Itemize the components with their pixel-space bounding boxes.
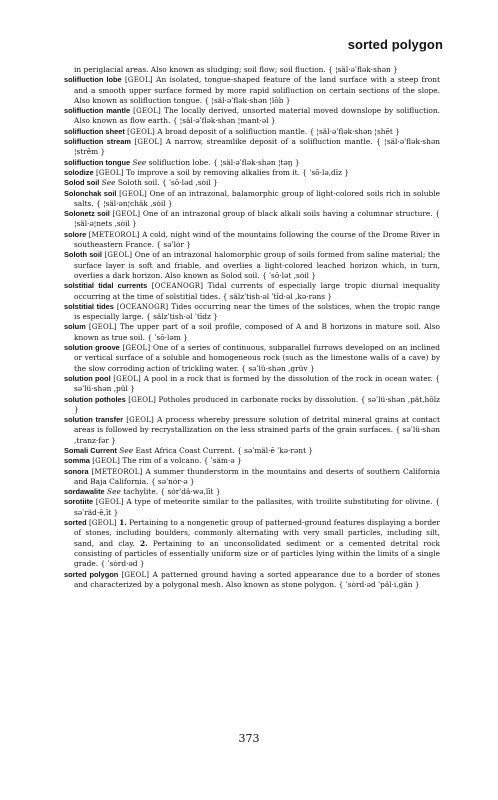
definition: Soloth soil. { ˈsō·ləd ,sȯil } <box>117 178 218 188</box>
definition: A cold, night wind of the mountains following the course of the Drome River in southeastern France. { səˈlȯr } <box>74 229 440 250</box>
entry <box>64 343 440 374</box>
entry <box>64 127 440 137</box>
definition: The locally derived, unsorted material moved downslope by solifluction. Also known as flow earth. { ¦säl·əˈflək·shən ¦mant·əl } <box>74 106 440 126</box>
headword: solution groove <box>64 343 120 353</box>
entry <box>64 137 440 158</box>
see-reference: See <box>132 157 147 167</box>
definition: East Africa Coast Current. { səˈmäl·ē ˈkə·rənt } <box>135 445 314 455</box>
headword: solifluction sheet <box>64 126 125 136</box>
entry <box>64 467 440 488</box>
definition: A broad deposit of a solifluction mantle. { ¦säl·əˈflək·shən ¦shēt } <box>157 126 400 136</box>
entry <box>64 497 440 518</box>
headword: solifluction tongue <box>64 157 131 167</box>
definition: A narrow, streamlike deposit of a solifluction mantle. { ¦säl·əˈflək·shən ¦strēm } <box>74 137 440 157</box>
subject-label: [GEOL] <box>128 395 157 404</box>
entry <box>64 322 440 343</box>
dictionary-entries <box>64 65 440 590</box>
subject-label: [GEOL] <box>125 76 153 85</box>
definition: One of a series of continuous, subparallel furrows developed on an inclined or vertical surface of a soluble and homogeneous rock (such as the limestone walls of a cave) by the slow corroding action of trickling water. { səˈlü·shən ,grüv } <box>74 343 440 373</box>
headword: solifluction lobe <box>64 75 122 85</box>
entry <box>64 209 440 230</box>
headword: solution pool <box>64 373 111 383</box>
definition: A patterned ground having a sorted appearance due to a border of stones and characterized by a polygonal mesh. Also known as stone polygon. { ˈsȯrd·əd ˈpäl·i,gän } <box>74 569 440 589</box>
subject-label: [GEOL] <box>88 519 117 528</box>
entry <box>64 446 440 456</box>
entry <box>64 570 440 591</box>
entry <box>64 456 440 466</box>
entry <box>64 518 440 569</box>
definition: A summer thunderstorm in the mountains and deserts of southern California and Baja California. { səˈnȯr·ə } <box>74 466 440 486</box>
headword: solution transfer <box>64 415 124 425</box>
subject-label: [GEOL] <box>133 107 161 116</box>
headword: Somali Current <box>64 445 117 455</box>
headword: sorted polygon <box>64 569 119 579</box>
definition: tachylite. { sȯrˈdä·wə,līt } <box>123 487 221 497</box>
subject-label: [OCEANOGR] <box>151 282 204 291</box>
entry <box>64 374 440 395</box>
subject-label: [GEOL] <box>113 374 141 383</box>
headword: Soloth soil <box>64 250 102 260</box>
entry <box>64 302 440 323</box>
definition: A pool in a rock that is formed by the dissolution of the rock in ocean water. { səˈlü·shən ,pül } <box>74 373 440 394</box>
headword: solodize <box>64 167 94 177</box>
definition: A type of meteorite similar to the pallasites, with troilite substituting for olivine. { səˈräd·ē,īt } <box>74 497 440 517</box>
headword: solstitial tidal currents <box>64 281 148 291</box>
headword: Solonetz soil <box>64 209 110 219</box>
headword: sordawalite <box>64 487 105 497</box>
subject-label: [GEOL] <box>126 416 154 425</box>
entry <box>64 415 440 446</box>
subject-label: [GEOL] <box>104 251 133 260</box>
definition: One of an intrazonal, balamorphic group of light-colored soils rich in soluble salts. { ¦säl·ən¦chäk ,sȯil } <box>74 188 440 208</box>
headword: solifluction stream <box>64 137 131 147</box>
subject-label: [GEOL] <box>112 210 141 219</box>
entry <box>64 250 440 281</box>
definition: in periglacial areas. Also known as sludging; soil flow; soil fluction. { ¦säl·əˈflək·shən } <box>74 65 398 74</box>
subject-label: [GEOL] <box>88 323 117 332</box>
entry <box>64 106 440 127</box>
definition: Tides occurring near the times of the solstices, when the tropic range is especially large. { sälzˈtish·əl ˈtīdz } <box>74 301 440 322</box>
headword: solum <box>64 322 86 332</box>
entry <box>64 168 440 178</box>
headword: solore <box>64 229 87 239</box>
headword: sorotiite <box>64 497 94 507</box>
definition: Tidal currents of especially large tropic diurnal inequality occurring at the time of solstitial tides. { sälzˈtish·əl ˈtīd·əl ,kə·rəns } <box>74 281 440 301</box>
sense-number: 2. <box>139 538 148 548</box>
entry <box>64 487 440 497</box>
definition: To improve a soil by removing alkalies from it. { ˈsō·lə,dīz } <box>126 167 350 177</box>
page-number: 373 <box>238 732 260 745</box>
subject-label: [GEOL] <box>95 498 124 507</box>
headword: Solonchak soil <box>64 188 117 198</box>
entry <box>64 178 440 188</box>
subject-label: [GEOL] <box>119 189 147 198</box>
definition: Potholes produced in carbonate rocks by dissolution. { səˈlü·shən ,pät,hōlz } <box>74 394 441 414</box>
subject-label: [GEOL] <box>121 570 150 579</box>
headword: solifluction mantle <box>64 106 131 116</box>
headword: solution potholes <box>64 394 126 404</box>
entry <box>64 395 440 416</box>
see-reference: See <box>119 445 134 455</box>
definition: Pertaining to a nongenetic group of patterned-ground features displaying a border of stones, including boulders, commonly alternating with very small particles, including silt, sand, and clay. <box>74 518 440 548</box>
entry <box>64 230 440 251</box>
definition: Pertaining to an unconsolidated sediment or a cemented detrital rock consisting of particles of essentially uniform size or of particles lying within the limits of a single grade. { ˈsȯrd·əd } <box>74 538 440 569</box>
headword: sorted <box>64 518 87 528</box>
running-head: sorted polygon <box>347 37 443 52</box>
entry-continuation <box>64 65 440 75</box>
definition: An isolated, tongue-shaped feature of the land surface with a steep front and a smooth upper surface formed by more rapid solifluction on certain sections of the slope. Also known as solifluction tongue. { ¦säl·əˈflək·shən ¦lōb } <box>74 75 440 105</box>
definition: A process whereby pressure solution of detrital mineral grains at contact areas is followed by recrystallization on the less strained parts of the grain surfaces. { səˈlü·shən ,tranz·fər } <box>74 415 440 445</box>
definition: The upper part of a soil profile, composed of A and B horizons in mature soil. Also known as true soil. { ˈsō·ləm } <box>74 322 440 342</box>
entry <box>64 75 440 106</box>
headword: sonora <box>64 466 89 476</box>
definition: The rim of a volcano. { ˈsäm·ə } <box>122 456 242 466</box>
definition: solifluction lobe. { ¦säl·əˈflək·shən ¦təŋ } <box>148 157 300 167</box>
subject-label: [GEOL] <box>127 127 155 136</box>
headword: Solod soil <box>64 178 100 188</box>
subject-label: [GEOL] <box>95 168 124 177</box>
definition: One of an intrazonal halomorphic group of soils formed from saline material; the surface layer is soft and friable, and overlies a light-colored leached horizon which, in turn, overlies a dark horizon. Also known as Solod soil. { ˈsō·lət ,sȯil } <box>74 250 440 280</box>
see-reference: See <box>107 487 121 497</box>
subject-label: [GEOL] <box>134 138 163 147</box>
headword: somma <box>64 456 90 466</box>
definition: One of an intrazonal group of black alkali soils having a columnar structure. { ¦säl·ə¦nets ,sȯil } <box>74 209 440 229</box>
subject-label: [GEOL] <box>122 344 151 353</box>
subject-label: [OCEANOGR] <box>116 302 169 311</box>
subject-label: [METEOROL] <box>88 230 140 239</box>
subject-label: [METEOROL] <box>91 467 143 476</box>
headword: solstitial tides <box>64 301 114 311</box>
entry <box>64 281 440 302</box>
subject-label: [GEOL] <box>92 457 121 466</box>
entry <box>64 158 440 168</box>
sense-number: 1. <box>119 518 127 528</box>
entry <box>64 189 440 210</box>
see-reference: See <box>101 178 116 188</box>
